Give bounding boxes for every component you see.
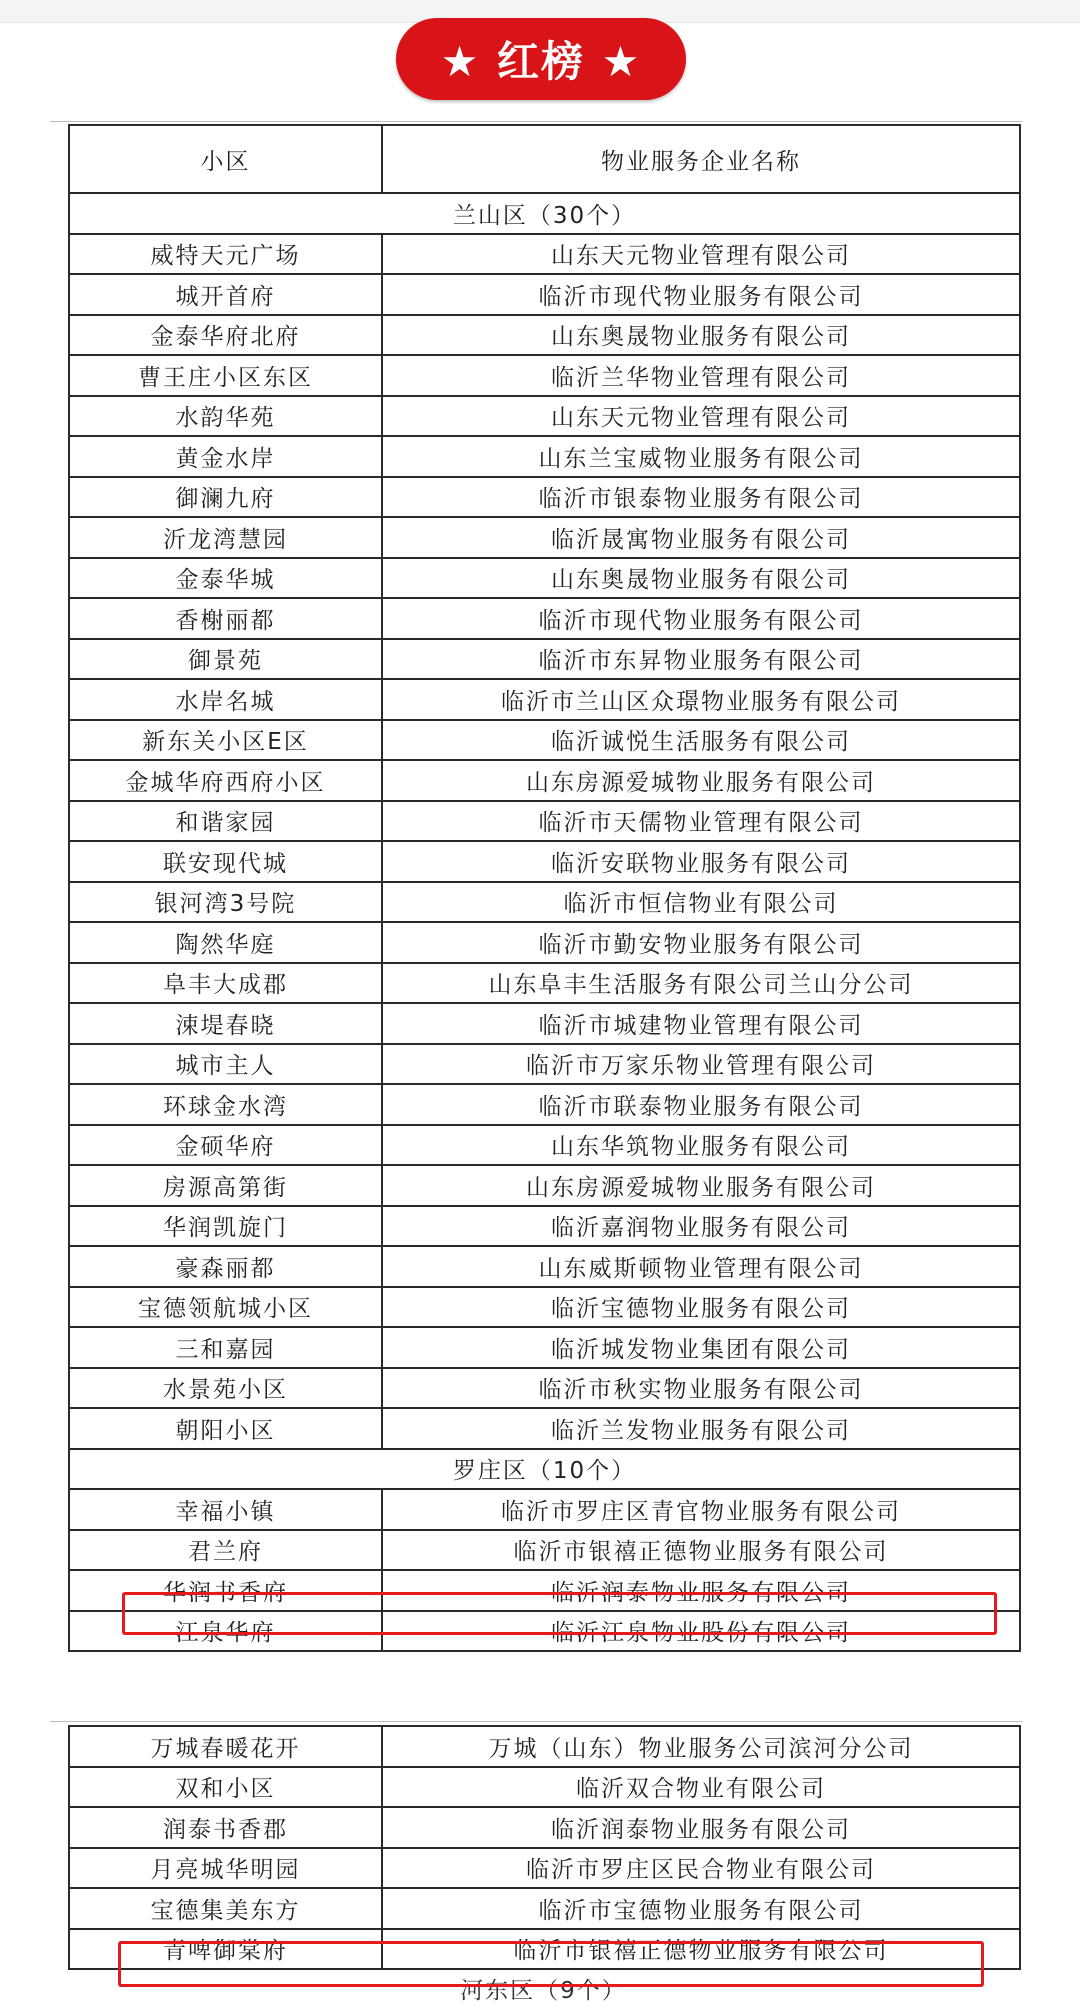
table-row <box>69 1246 1020 1287</box>
community-name: 环球金水湾 <box>69 1084 382 1125</box>
community-name: 君兰府 <box>69 1530 382 1571</box>
community-name: 三和嘉园 <box>69 1327 382 1368</box>
community-name: 万城春暖花开 <box>69 1726 382 1767</box>
company-name: 临沂晟寓物业服务有限公司 <box>382 517 1020 558</box>
cut-off-text: 河东区（9个） <box>460 1978 627 2004</box>
company-name: 山东天元物业管理有限公司 <box>382 234 1020 275</box>
table-row <box>69 1726 1020 1767</box>
company-name: 山东华筑物业服务有限公司 <box>382 1125 1020 1166</box>
table-row <box>69 1368 1020 1409</box>
table-row <box>69 517 1020 558</box>
highlight-box-1 <box>122 1592 997 1635</box>
company-name: 临沂双合物业有限公司 <box>382 1767 1020 1808</box>
banner-title: ★ 红榜 ★ <box>440 37 642 86</box>
district-section-row <box>69 1449 1020 1490</box>
highlight-box-2 <box>118 1941 984 1987</box>
page-break-line <box>50 1721 1022 1722</box>
community-name: 黄金水岸 <box>69 436 382 477</box>
table-row <box>69 274 1020 315</box>
company-name: 山东房源爱城物业服务有限公司 <box>382 760 1020 801</box>
community-name: 银河湾3号院 <box>69 882 382 923</box>
company-name: 临沂市勤安物业服务有限公司 <box>382 922 1020 963</box>
company-name: 山东奥晟物业服务有限公司 <box>382 315 1020 356</box>
community-name: 宝德集美东方 <box>69 1888 382 1929</box>
table-row <box>69 234 1020 275</box>
company-name: 临沂市现代物业服务有限公司 <box>382 598 1020 639</box>
community-name: 江泉华府 <box>69 1611 382 1652</box>
community-name: 水景苑小区 <box>69 1368 382 1409</box>
company-name: 临沂市罗庄区青官物业服务有限公司 <box>382 1489 1020 1530</box>
company-name: 临沂嘉润物业服务有限公司 <box>382 1206 1020 1247</box>
community-name: 幸福小镇 <box>69 1489 382 1530</box>
company-name: 临沂宝德物业服务有限公司 <box>382 1287 1020 1328</box>
company-name: 临沂市联泰物业服务有限公司 <box>382 1084 1020 1125</box>
company-name: 临沂市秋实物业服务有限公司 <box>382 1368 1020 1409</box>
header-company: 物业服务企业名称 <box>382 125 1020 193</box>
header-community: 小区 <box>69 125 382 193</box>
community-name: 和谐家园 <box>69 801 382 842</box>
table-row <box>69 1206 1020 1247</box>
table-row <box>69 801 1020 842</box>
district-title: 兰山区（30个） <box>69 193 1020 234</box>
table-row <box>69 1044 1020 1085</box>
table-row <box>69 1165 1020 1206</box>
table-row <box>69 1003 1020 1044</box>
table-row <box>69 1287 1020 1328</box>
community-name: 月亮城华明园 <box>69 1848 382 1889</box>
community-name: 房源高第街 <box>69 1165 382 1206</box>
community-name: 城市主人 <box>69 1044 382 1085</box>
table-row <box>69 1125 1020 1166</box>
community-name: 润泰书香郡 <box>69 1807 382 1848</box>
community-name: 朝阳小区 <box>69 1408 382 1449</box>
community-name: 陶然华庭 <box>69 922 382 963</box>
table-row <box>69 922 1020 963</box>
table-row <box>69 1327 1020 1368</box>
table-row <box>69 598 1020 639</box>
company-name: 万城（山东）物业服务公司滨河分公司 <box>382 1726 1020 1767</box>
company-name: 临沂润泰物业服务有限公司 <box>382 1807 1020 1848</box>
company-name: 临沂市恒信物业有限公司 <box>382 882 1020 923</box>
community-name: 阜丰大成郡 <box>69 963 382 1004</box>
property-table-part-2 <box>68 1725 1021 1970</box>
table-row <box>69 477 1020 518</box>
community-name: 御澜九府 <box>69 477 382 518</box>
community-name: 华润凯旋门 <box>69 1206 382 1247</box>
company-name: 临沂兰华物业管理有限公司 <box>382 355 1020 396</box>
table-row <box>69 355 1020 396</box>
community-name: 城开首府 <box>69 274 382 315</box>
table-row <box>69 1084 1020 1125</box>
community-name: 金城华府西府小区 <box>69 760 382 801</box>
company-name: 临沂市现代物业服务有限公司 <box>382 274 1020 315</box>
company-name: 山东阜丰生活服务有限公司兰山分公司 <box>382 963 1020 1004</box>
table-row <box>69 679 1020 720</box>
table-row <box>69 315 1020 356</box>
community-name: 御景苑 <box>69 639 382 680</box>
company-name: 临沂润泰物业服务有限公司 <box>382 1570 1020 1611</box>
company-name: 山东奥晟物业服务有限公司 <box>382 558 1020 599</box>
table-row <box>69 1530 1020 1571</box>
company-name: 临沂市罗庄区民合物业有限公司 <box>382 1848 1020 1889</box>
table-row <box>69 720 1020 761</box>
community-name: 涑堤春晓 <box>69 1003 382 1044</box>
company-name: 临沂诚悦生活服务有限公司 <box>382 720 1020 761</box>
community-name: 香榭丽都 <box>69 598 382 639</box>
company-name: 临沂市万家乐物业管理有限公司 <box>382 1044 1020 1085</box>
company-name: 临沂市天儒物业管理有限公司 <box>382 801 1020 842</box>
community-name: 金硕华府 <box>69 1125 382 1166</box>
community-name: 华润书香府 <box>69 1570 382 1611</box>
page-edge-top <box>50 121 1022 122</box>
table-row <box>69 882 1020 923</box>
community-name: 水岸名城 <box>69 679 382 720</box>
table-row <box>69 1767 1020 1808</box>
community-name: 水韵华苑 <box>69 396 382 437</box>
table-row <box>69 436 1020 477</box>
community-name: 新东关小区E区 <box>69 720 382 761</box>
table-row <box>69 1888 1020 1929</box>
community-name: 联安现代城 <box>69 841 382 882</box>
company-name: 临沂市银泰物业服务有限公司 <box>382 477 1020 518</box>
red-list-banner <box>396 18 686 100</box>
community-name: 金泰华府北府 <box>69 315 382 356</box>
company-name: 临沂市东昇物业服务有限公司 <box>382 639 1020 680</box>
company-name: 临沂市城建物业管理有限公司 <box>382 1003 1020 1044</box>
table-row <box>69 760 1020 801</box>
company-name: 临沂市银禧正德物业服务有限公司 <box>382 1530 1020 1571</box>
company-name: 临沂城发物业集团有限公司 <box>382 1327 1020 1368</box>
table-header-row <box>69 125 1020 193</box>
community-name: 宝德领航城小区 <box>69 1287 382 1328</box>
table-row <box>69 558 1020 599</box>
table-row <box>69 1848 1020 1889</box>
company-name: 临沂市银禧正德物业服务有限公司 <box>382 1929 1020 1970</box>
company-name: 山东兰宝威物业服务有限公司 <box>382 436 1020 477</box>
community-name: 威特天元广场 <box>69 234 382 275</box>
table-row <box>69 639 1020 680</box>
company-name: 临沂兰发物业服务有限公司 <box>382 1408 1020 1449</box>
company-name: 山东天元物业管理有限公司 <box>382 396 1020 437</box>
company-name: 临沂安联物业服务有限公司 <box>382 841 1020 882</box>
table-row <box>69 396 1020 437</box>
district-title: 罗庄区（10个） <box>69 1449 1020 1490</box>
community-name: 沂龙湾慧园 <box>69 517 382 558</box>
company-name: 临沂市宝德物业服务有限公司 <box>382 1888 1020 1929</box>
company-name: 临沂市兰山区众璟物业服务有限公司 <box>382 679 1020 720</box>
community-name: 曹王庄小区东区 <box>69 355 382 396</box>
table-row <box>69 1489 1020 1530</box>
community-name: 豪森丽都 <box>69 1246 382 1287</box>
company-name: 临沂江泉物业股份有限公司 <box>382 1611 1020 1652</box>
district-section-row <box>69 193 1020 234</box>
table-row <box>69 963 1020 1004</box>
table-row <box>69 1408 1020 1449</box>
company-name: 山东威斯顿物业管理有限公司 <box>382 1246 1020 1287</box>
table-row <box>69 841 1020 882</box>
cut-off-section-title <box>68 1978 1019 2004</box>
community-name: 金泰华城 <box>69 558 382 599</box>
community-name: 青啤御棠府 <box>69 1929 382 1970</box>
company-name: 山东房源爱城物业服务有限公司 <box>382 1165 1020 1206</box>
property-table-part-1 <box>68 124 1021 1652</box>
table-row <box>69 1807 1020 1848</box>
community-name: 双和小区 <box>69 1767 382 1808</box>
